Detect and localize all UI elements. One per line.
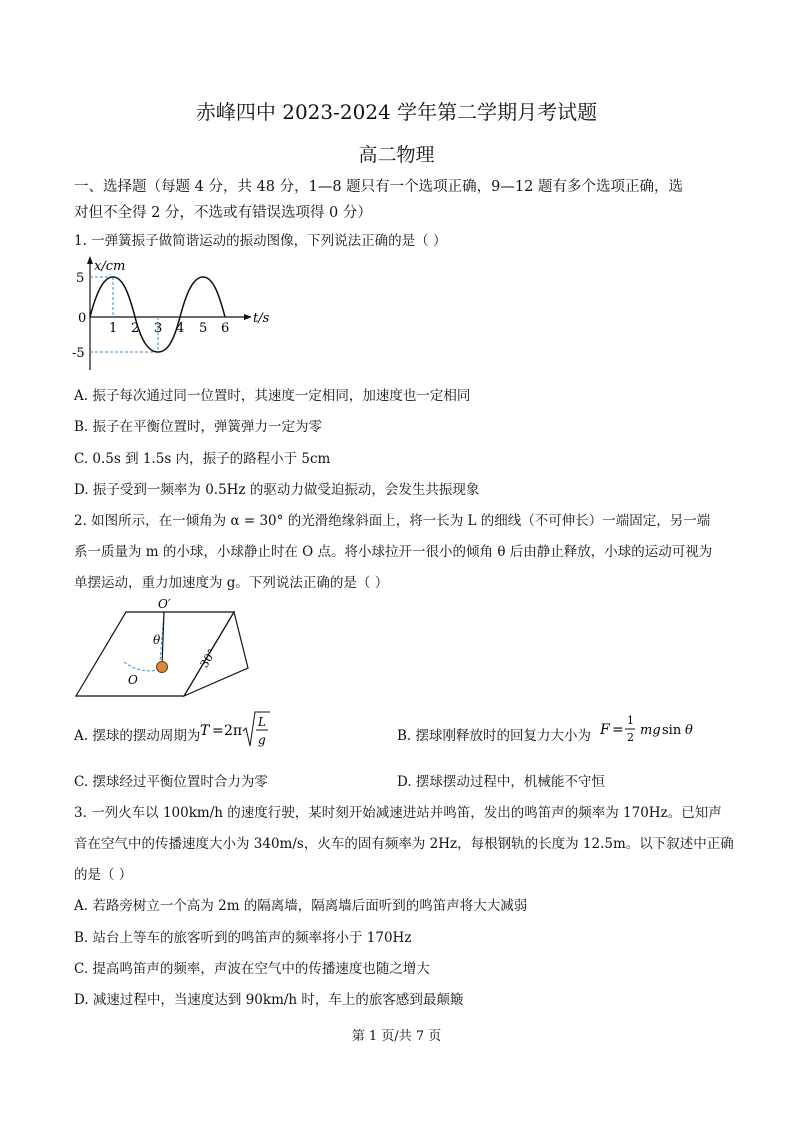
q1-y-tick: 5 bbox=[76, 271, 85, 286]
q3-option-c: C. 提高鸣笛声的频率，声波在空气中的传播速度也随之增大 bbox=[74, 961, 430, 977]
svg-text:2: 2 bbox=[627, 731, 634, 744]
q3-stem-line-1: 3. 一列火车以 100km/h 的速度行驶，某时刻开始减速进站并鸣笛，发出的鸣笛声的频率为 170Hz。已知声 bbox=[74, 805, 722, 821]
q3-option-a: A. 若路旁树立一个高为 2m 的隔离墙，隔离墙后面听到的鸣笛声将大大减弱 bbox=[74, 898, 528, 914]
q2-formula-a-text: T = 2π√(L/g) bbox=[200, 708, 207, 709]
q2-stem-line-2: 系一质量为 m 的小球，小球静止时在 O 点。将小球拉开一很小的倾角 θ 后由静止释放，小球的运动可视为 bbox=[74, 544, 713, 560]
q2-option-b bbox=[397, 724, 591, 744]
page-number: 第 1 页/共 7 页 bbox=[351, 1029, 442, 1044]
q2-label-o-prime: O′ bbox=[158, 597, 171, 611]
section-instruction-line-1: 一、选择题（每题 4 分，共 48 分，1—8 题只有一个选项正确，9—12 题有多个选项正确，选 bbox=[74, 179, 683, 195]
q2-option-a bbox=[74, 724, 200, 744]
q2-formula-a bbox=[200, 708, 272, 752]
q2-option-c: C. 摆球经过平衡位置时合力为零 bbox=[74, 774, 268, 790]
q1-x-tick: 6 bbox=[221, 321, 230, 336]
q2-stem-line-3: 单摆运动，重力加速度为 g。下列说法正确的是（ ） bbox=[74, 575, 389, 591]
q1-y-tick: 0 bbox=[78, 311, 87, 326]
q1-x-tick: 4 bbox=[176, 321, 185, 336]
q1-x-tick: 1 bbox=[109, 321, 118, 336]
q1-option-b: B. 振子在平衡位置时，弹簧弹力一定为零 bbox=[74, 419, 323, 435]
svg-text:=: = bbox=[212, 723, 224, 739]
svg-text:T: T bbox=[200, 723, 210, 739]
svg-text:g: g bbox=[258, 733, 266, 747]
q2-option-a-text: A. 摆球的摆动周期为 bbox=[74, 728, 201, 744]
q1-y-tick: -5 bbox=[72, 346, 85, 361]
page-title: 赤峰四中 2023-2024 学年第二学期月考试题 bbox=[195, 100, 598, 124]
q1-x-tick: 5 bbox=[199, 321, 208, 336]
q2-formula-b-text: F = (1/2) mg sin θ bbox=[598, 710, 608, 711]
q1-option-d: D. 振子受到一频率为 0.5Hz 的驱动力做受迫振动，会发生共振现象 bbox=[74, 482, 480, 498]
q2-incline-pendulum-figure bbox=[72, 596, 252, 700]
q1-option-c: C. 0.5s 到 1.5s 内，振子的路程小于 5cm bbox=[74, 451, 331, 467]
q3-stem-line-2: 音在空气中的传播速度大小为 340m/s，火车的固有频率为 2Hz，每根钢轨的长度为 12.5m。以下叙述中正确 bbox=[74, 836, 734, 852]
q1-x-axis-label: t/s bbox=[253, 311, 270, 326]
page-subtitle: 高二物理 bbox=[358, 144, 435, 166]
svg-text:1: 1 bbox=[627, 714, 634, 727]
q2-label-theta: θ bbox=[153, 633, 161, 647]
svg-text:sin: sin bbox=[662, 723, 682, 738]
section-instruction-line-2: 对但不全得 2 分，不选或有错误选项得 0 分） bbox=[74, 205, 372, 221]
svg-text:mg: mg bbox=[640, 723, 661, 738]
q1-x-tick: 2 bbox=[131, 321, 140, 336]
q3-option-d: D. 减速过程中，当速度达到 90km/h 时，车上的旅客感到最颠簸 bbox=[74, 992, 464, 1008]
svg-text:F: F bbox=[600, 722, 610, 738]
svg-text:2π: 2π bbox=[224, 723, 243, 739]
q1-stem: 1. 一弹簧振子做简谐运动的振动图像，下列说法正确的是（ ） bbox=[74, 233, 447, 249]
q2-option-b-text: B. 摆球刚释放时的回复力大小为 bbox=[397, 728, 592, 744]
svg-text:=: = bbox=[612, 722, 624, 738]
q2-stem-line-1: 2. 如图所示，在一倾角为 α = 30° 的光滑绝缘斜面上，将一长为 L 的细线（不可伸长）一端固定，另一端 bbox=[74, 513, 711, 529]
q2-formula-b bbox=[598, 710, 698, 750]
q1-y-axis-label: x/cm bbox=[94, 259, 126, 274]
svg-text:θ: θ bbox=[685, 723, 693, 738]
q1-option-a: A. 振子每次通过同一位置时，其速度一定相同，加速度也一定相同 bbox=[74, 388, 471, 404]
q3-stem-line-3: 的是（ ） bbox=[74, 867, 133, 883]
svg-text:L: L bbox=[258, 715, 266, 729]
q3-option-b: B. 站台上等车的旅客听到的鸣笛声的频率将小于 170Hz bbox=[74, 930, 412, 946]
q2-label-o: O bbox=[128, 673, 138, 687]
q1-x-tick: 3 bbox=[154, 321, 163, 336]
q1-oscillation-graph bbox=[74, 254, 284, 374]
q2-label-angle: 30° bbox=[197, 646, 219, 671]
q2-option-d: D. 摆球摆动过程中，机械能不守恒 bbox=[397, 774, 605, 790]
